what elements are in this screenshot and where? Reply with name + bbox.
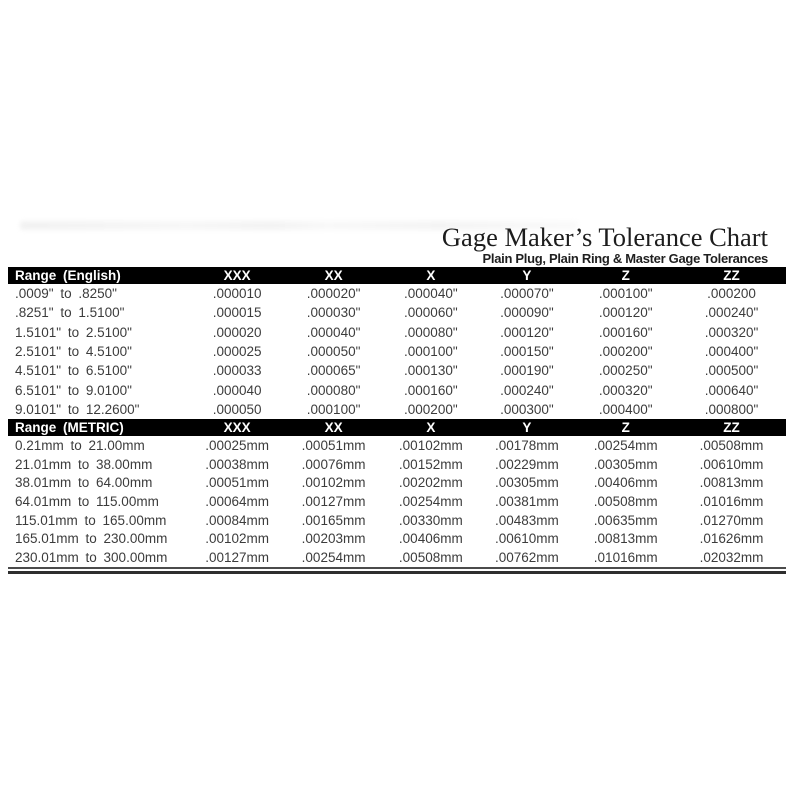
col-header-zz: ZZ <box>677 267 786 284</box>
value-cell: .00102mm <box>205 531 269 547</box>
value-cell: .000160" <box>404 382 458 398</box>
col-header-xx: XX <box>285 267 382 284</box>
range-cell: 115.01mm to 165.00mm <box>15 512 167 528</box>
value-cell: .000190" <box>500 363 554 379</box>
value-cell: .00610mm <box>699 456 764 472</box>
table-row <box>8 284 786 303</box>
value-cell: .000010 <box>212 286 262 302</box>
value-cell: .000320" <box>704 324 759 340</box>
col-header-xxx: XXX <box>189 267 285 284</box>
table-row <box>8 436 786 455</box>
value-cell: .00508mm <box>593 493 658 509</box>
value-cell: .00076mm <box>301 456 366 472</box>
value-cell: .00813mm <box>593 531 658 547</box>
value-cell: .00254mm <box>285 548 382 568</box>
value-cell: .00102mm <box>398 437 463 453</box>
value-cell: .00610mm <box>495 531 559 547</box>
range-cell: 230.01mm to 300.00mm <box>8 548 189 568</box>
value-cell: .02032mm <box>677 548 786 568</box>
value-cell: .000090" <box>500 305 554 321</box>
value-cell: .00483mm <box>495 512 559 528</box>
col-header-y: Y <box>479 267 574 284</box>
value-cell: .000050 <box>212 401 262 417</box>
range-metric-header: Range (METRIC) <box>8 419 189 436</box>
range-cell: 38.01mm to 64.00mm <box>15 475 153 491</box>
value-cell: .01016mm <box>699 493 764 509</box>
value-cell: .00305mm <box>495 475 559 491</box>
col-header-zz: ZZ <box>677 419 786 436</box>
value-cell: .00064mm <box>205 493 269 509</box>
value-cell: .000120" <box>598 305 653 321</box>
tolerance-table-container <box>8 267 786 574</box>
value-cell: .000100" <box>598 286 653 302</box>
value-cell: .00038mm <box>205 456 269 472</box>
value-cell: .000150" <box>500 344 554 360</box>
range-cell: 6.5101" to 9.0100" <box>15 382 132 398</box>
value-cell: .000800" <box>704 401 759 417</box>
value-cell: .000040 <box>212 382 262 398</box>
range-cell: 1.5101" to 2.5100" <box>15 324 132 340</box>
value-cell: .000015 <box>212 305 262 321</box>
value-cell: .000500" <box>704 363 759 379</box>
range-cell: 165.01mm to 230.00mm <box>15 531 168 547</box>
value-cell: .000320" <box>598 382 653 398</box>
value-cell: .00051mm <box>301 437 366 453</box>
table-row <box>8 323 786 342</box>
page-subtitle: Plain Plug, Plain Ring & Master Gage Tolerances <box>482 251 768 266</box>
range-cell: .0009" to .8250" <box>15 286 117 302</box>
value-cell: .000025 <box>212 344 262 360</box>
table-row <box>8 361 786 380</box>
value-cell: .000100" <box>306 401 361 417</box>
range-english-header: Range (English) <box>8 267 189 284</box>
value-cell: .000240" <box>500 382 554 398</box>
value-cell: .000080" <box>306 382 361 398</box>
value-cell: .00762mm <box>479 548 574 568</box>
range-cell: 21.01mm to 38.00mm <box>15 456 153 472</box>
value-cell: .00202mm <box>398 475 463 491</box>
col-header-y: Y <box>479 419 574 436</box>
value-cell: .00406mm <box>398 531 463 547</box>
value-cell: .000300" <box>500 401 554 417</box>
value-cell: .00254mm <box>593 437 658 453</box>
value-cell: .00051mm <box>205 475 269 491</box>
value-cell: .000400" <box>704 344 759 360</box>
table-row <box>8 303 786 322</box>
value-cell: .000200 <box>707 286 756 302</box>
value-cell: .01626mm <box>699 531 764 547</box>
value-cell: .000120" <box>500 324 554 340</box>
value-cell: .00102mm <box>301 475 366 491</box>
col-header-z: Z <box>574 419 677 436</box>
value-cell: .00406mm <box>593 475 658 491</box>
value-cell: .00152mm <box>398 456 463 472</box>
value-cell: .00381mm <box>495 493 559 509</box>
english-section-header-row <box>8 267 786 284</box>
value-cell: .00127mm <box>301 493 366 509</box>
value-cell: .000050" <box>306 344 361 360</box>
value-cell: .00508mm <box>382 548 479 568</box>
page-title: Gage Maker’s Tolerance Chart <box>441 222 768 252</box>
value-cell: .00165mm <box>301 512 366 528</box>
value-cell: .000020 <box>212 324 262 340</box>
value-cell: .000060" <box>404 305 458 321</box>
table-row <box>8 473 786 492</box>
table-row <box>8 548 786 568</box>
value-cell: .00635mm <box>593 512 658 528</box>
range-cell: .8251" to 1.5100" <box>15 305 125 321</box>
metric-section-header-row <box>8 419 786 436</box>
table-row <box>8 455 786 474</box>
table-row <box>8 511 786 530</box>
value-cell: .000640" <box>704 382 759 398</box>
col-header-xx: XX <box>285 419 382 436</box>
value-cell: .000160" <box>598 324 653 340</box>
value-cell: .000250" <box>598 363 653 379</box>
range-cell: 9.0101" to 12.2600" <box>15 401 140 417</box>
title-block <box>442 223 768 266</box>
value-cell: .000070" <box>500 286 554 302</box>
col-header-xxx: XXX <box>189 419 285 436</box>
value-cell: .00203mm <box>301 531 366 547</box>
col-header-x: X <box>382 419 479 436</box>
value-cell: .000240" <box>704 305 759 321</box>
value-cell: .000040" <box>306 324 361 340</box>
value-cell: .00508mm <box>699 437 764 453</box>
value-cell: .00084mm <box>205 512 269 528</box>
value-cell: .000130" <box>404 363 458 379</box>
value-cell: .000065" <box>306 363 361 379</box>
value-cell: .01016mm <box>574 548 677 568</box>
value-cell: .000200" <box>404 401 458 417</box>
value-cell: .000100" <box>404 344 458 360</box>
value-cell: .000030" <box>306 305 361 321</box>
table-row <box>8 342 786 361</box>
value-cell: .00025mm <box>205 437 269 453</box>
value-cell: .00813mm <box>699 475 764 491</box>
range-cell: 0.21mm to 21.00mm <box>15 437 145 453</box>
col-header-z: Z <box>574 267 677 284</box>
table-row <box>8 380 786 399</box>
value-cell: .00127mm <box>189 548 285 568</box>
value-cell: .000200" <box>598 344 653 360</box>
value-cell: .000400" <box>598 401 653 417</box>
table-row <box>8 530 786 549</box>
range-cell: 4.5101" to 6.5100" <box>15 363 132 379</box>
value-cell: .000080" <box>404 324 458 340</box>
value-cell: .00178mm <box>495 437 559 453</box>
value-cell: .000033 <box>212 363 262 379</box>
value-cell: .000020" <box>306 286 361 302</box>
range-cell: 2.5101" to 4.5100" <box>15 344 132 360</box>
table-row <box>8 400 786 419</box>
value-cell: .00305mm <box>593 456 658 472</box>
value-cell: .00254mm <box>398 493 463 509</box>
value-cell: .00229mm <box>495 456 559 472</box>
table-row <box>8 492 786 511</box>
value-cell: .00330mm <box>398 512 463 528</box>
tolerance-table <box>8 267 786 569</box>
value-cell: .000040" <box>404 286 458 302</box>
value-cell: .01270mm <box>699 512 764 528</box>
range-cell: 64.01mm to 115.00mm <box>15 493 159 509</box>
col-header-x: X <box>382 267 479 284</box>
